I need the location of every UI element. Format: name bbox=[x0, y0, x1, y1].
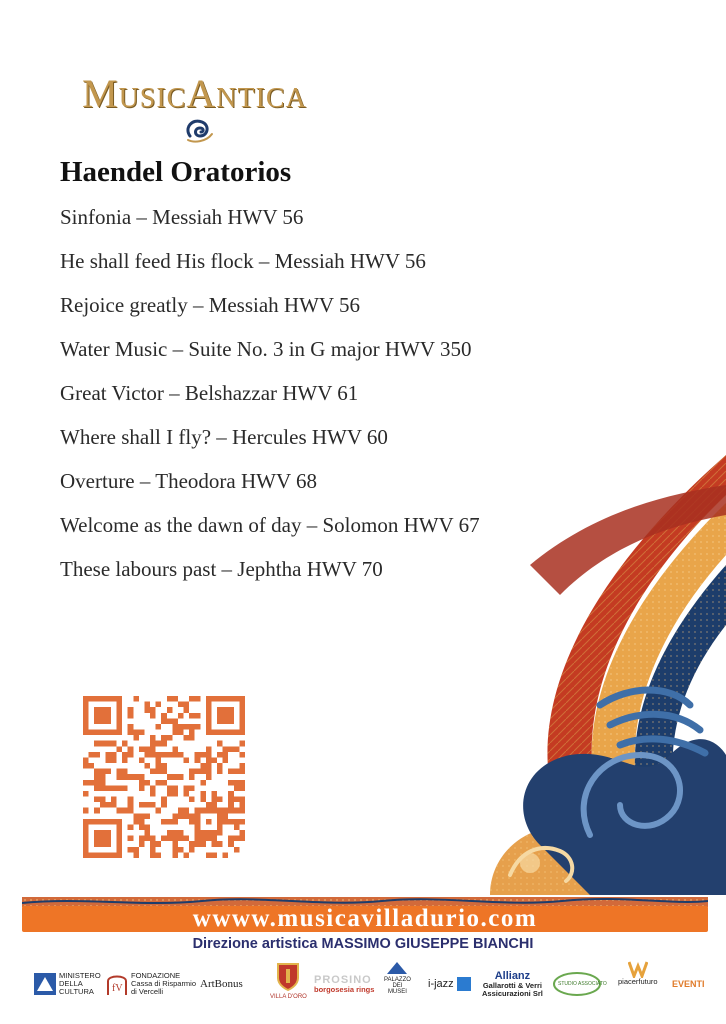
fondazione-icon bbox=[106, 971, 128, 997]
svg-text:fV: fV bbox=[112, 983, 123, 994]
program-item: Rejoice greatly – Messiah HWV 56 bbox=[60, 293, 360, 317]
sponsor-ijazz: i-jazz bbox=[428, 960, 471, 1008]
sponsor-logos bbox=[30, 960, 710, 1008]
sponsor-allianz: Allianz Gallarotti & Verri Assicurazioni Srl bbox=[482, 969, 543, 998]
ijazz-icon bbox=[457, 977, 471, 991]
program-item: Great Victor – Belshazzar HWV 61 bbox=[60, 381, 359, 405]
program-item: He shall feed His flock – Messiah HWV 56 bbox=[60, 249, 426, 273]
crest-icon bbox=[275, 960, 301, 992]
decorative-artwork bbox=[470, 455, 726, 895]
website-link[interactable]: wwww.musicavilladurio.com bbox=[192, 905, 538, 932]
logo-wordmark: MusicAntica bbox=[82, 71, 307, 116]
program-title: Haendel Oratorios bbox=[60, 156, 292, 188]
sponsor-prosino: PROSINO borgosesia rings bbox=[314, 973, 375, 994]
program-item: Welcome as the dawn of day – Solomon HWV 67 bbox=[60, 513, 480, 537]
website-bar[interactable] bbox=[22, 906, 708, 932]
artistic-direction: Direzione artistica MASSIMO GIUSEPPE BIANCHI bbox=[192, 936, 534, 952]
sponsor-ministero: MINISTERO DELLA CULTURA bbox=[34, 960, 101, 1008]
palazzo-icon bbox=[385, 960, 409, 976]
musicantica-logo bbox=[82, 64, 322, 144]
sponsor-studio: STUDIO ASSOCIATO bbox=[552, 960, 602, 1008]
ministero-icon bbox=[34, 973, 56, 995]
sponsor-palazzo: PALAZZO DEI MUSEI bbox=[384, 960, 411, 1008]
swirl-icon bbox=[180, 114, 216, 144]
piacere-icon bbox=[628, 960, 648, 978]
sponsor-artbonus: ArtBonus bbox=[200, 977, 243, 990]
sponsor-fondazione: fV FONDAZIONE Cassa di Risparmio di Vercelli bbox=[106, 960, 196, 1008]
program-item: These labours past – Jephtha HWV 70 bbox=[60, 557, 383, 581]
sponsor-villa: VILLA D'ORO bbox=[270, 960, 307, 1008]
sponsor-piacere: piacerfuturo bbox=[618, 960, 658, 1008]
program-list bbox=[60, 200, 480, 596]
program-item: Water Music – Suite No. 3 in G major HWV 350 bbox=[60, 337, 472, 361]
sponsor-eventi: EVENTI bbox=[672, 979, 705, 989]
qr-code-icon[interactable] bbox=[83, 696, 245, 858]
program-item: Overture – Theodora HWV 68 bbox=[60, 469, 317, 493]
program-item: Sinfonia – Messiah HWV 56 bbox=[60, 205, 304, 229]
program-item: Where shall I fly? – Hercules HWV 60 bbox=[60, 425, 388, 449]
